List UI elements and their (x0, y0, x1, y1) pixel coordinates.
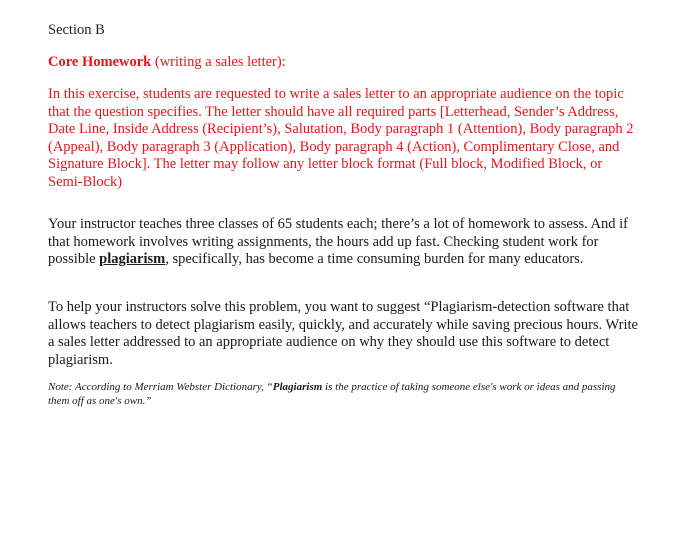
core-homework-label: Core Homework (48, 54, 152, 70)
context-paragraph (48, 216, 638, 269)
instructions-paragraph: In this exercise, students are requested to write a sales letter to an appropriate audience on the topic that the question specifies. The letter should have all required parts [Letterhead, Sender’s Address, Date Line, Inside Address (Recipient’s), Salutation, Body paragraph 1 (Attention), Body paragraph 2 (Appeal), Body paragraph 3 (Application), Body paragraph 4 (Action), Complimentary Close, and Signature Block]. The letter may follow any letter block format (Full block, Modified Block, or Semi-Block) (48, 86, 634, 190)
note-emphasis: Plagiarism (272, 381, 323, 393)
note (48, 380, 638, 408)
context-text-after: , specifically, has become a time consuming burden for many educators. (165, 251, 584, 268)
note-before: Note: According to Merriam Webster Dictionary, “ (48, 381, 273, 393)
core-homework-suffix: (writing a sales letter): (151, 54, 286, 70)
core-homework-heading (48, 54, 286, 71)
plagiarism-emphasis: plagiarism (99, 251, 166, 268)
context-text-before: Your instructor teaches three classes of 65 students each; there’s a lot of homework to assess. And if that homework involves writing assignments, the hours add up fast. Checking student work for possible (48, 216, 629, 268)
section-title: Section B (48, 22, 105, 38)
task-paragraph: To help your instructors solve this problem, you want to suggest “Plagiarism-detection software that allows teachers to detect plagiarism easily, quickly, and accurately while saving precious hours. Write a sales letter addressed to an appropriate audience on why they should use this software to detect plagiarism. (48, 299, 638, 368)
note-after: is the practice of taking someone else's work or ideas and passing them off as one's own.” (48, 381, 616, 407)
